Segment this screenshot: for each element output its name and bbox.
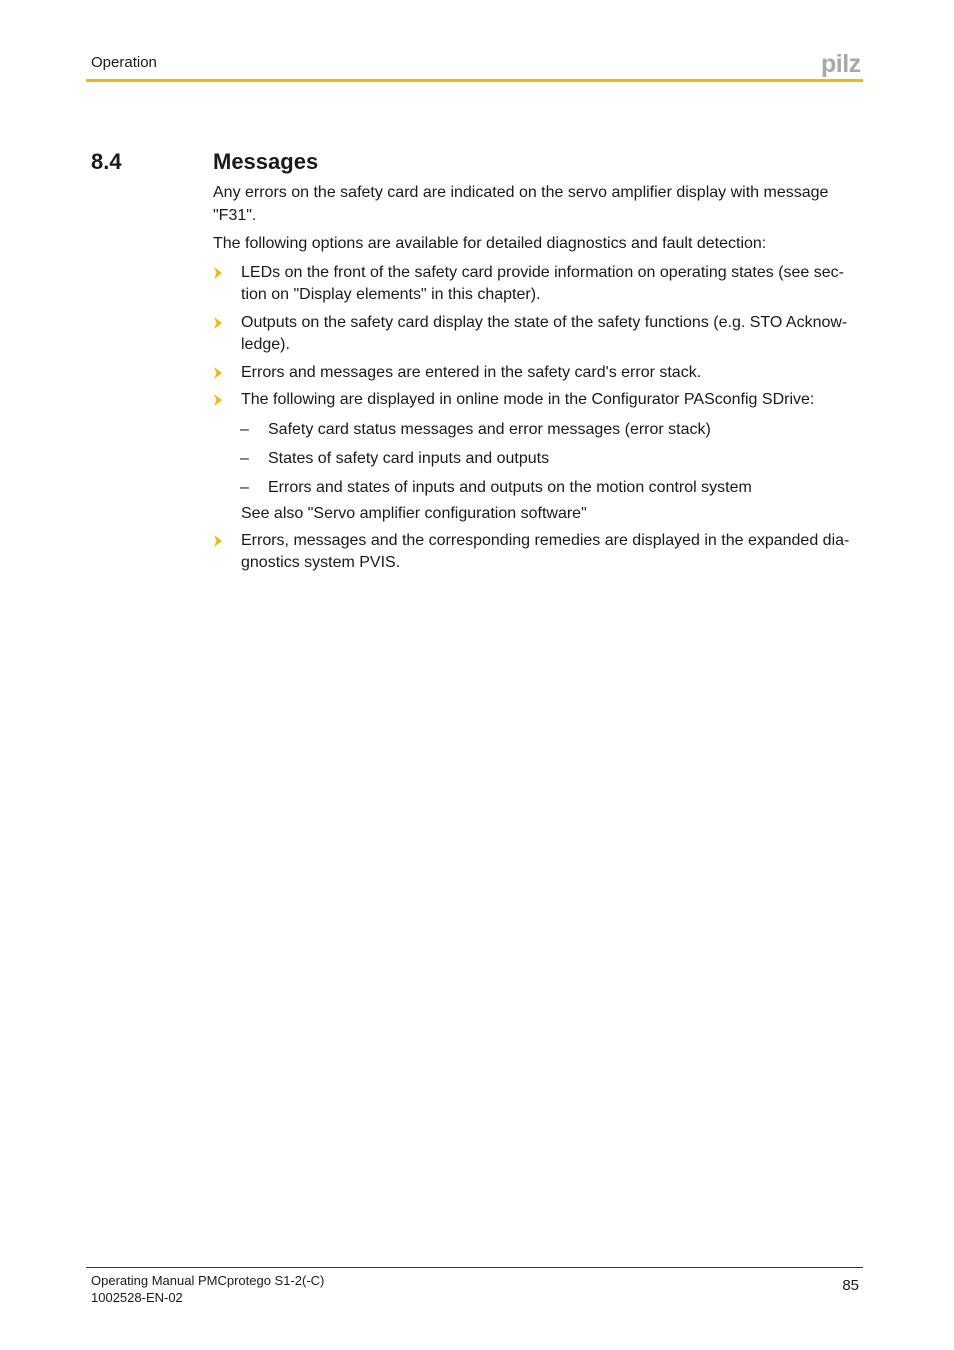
bullet-arrow-icon bbox=[214, 317, 222, 329]
dash-marker: – bbox=[240, 449, 249, 467]
pilz-logo bbox=[821, 50, 865, 78]
footer-info bbox=[91, 1272, 324, 1306]
logo-text: pilz bbox=[821, 50, 861, 78]
footer-manual-title: Operating Manual PMCprotego S1-2(-C) bbox=[91, 1273, 325, 1288]
section-title: Messages bbox=[213, 149, 319, 174]
bullet-text: The following are displayed in online mode in the Configurator PASconfig SDrive: bbox=[241, 391, 815, 408]
list-item bbox=[213, 389, 853, 412]
footer-rule bbox=[86, 1267, 863, 1268]
intro-paragraph: The following options are available for detailed diagnostics and fault detection: bbox=[213, 235, 767, 252]
page-number: 85 bbox=[842, 1277, 859, 1294]
bullet-arrow-icon bbox=[214, 394, 222, 406]
footer-doc-number: 1002528-EN-02 bbox=[91, 1290, 183, 1305]
sub-item-text: States of safety card inputs and outputs bbox=[268, 449, 550, 467]
bullet-arrow-icon bbox=[214, 267, 222, 279]
list-item bbox=[213, 262, 853, 307]
sub-item-text: Errors and states of inputs and outputs on the motion control system bbox=[268, 478, 752, 496]
bullet-text: Errors, messages and the corresponding remedies are displayed in the expanded diagnostics system PVIS. bbox=[241, 531, 850, 571]
list-item bbox=[213, 530, 853, 575]
sub-list-item bbox=[213, 448, 853, 471]
section-body bbox=[213, 182, 853, 580]
sub-item-text: Safety card status messages and error messages (error stack) bbox=[268, 420, 711, 438]
dash-marker: – bbox=[240, 478, 249, 496]
header-rule bbox=[86, 79, 863, 82]
list-item bbox=[213, 362, 853, 385]
intro-paragraph: Any errors on the safety card are indicated on the servo amplifier display with message "F31". bbox=[213, 184, 829, 224]
bullet-text: Outputs on the safety card display the state of the safety functions (e.g. STO Acknowledge). bbox=[241, 313, 848, 353]
bullet-arrow-icon bbox=[214, 535, 222, 547]
sub-list-item bbox=[213, 477, 853, 500]
sub-list-item bbox=[213, 419, 853, 442]
section-number: 8.4 bbox=[91, 149, 122, 174]
list-item bbox=[213, 312, 853, 357]
header-title: Operation bbox=[91, 54, 157, 71]
see-also-note: See also "Servo amplifier configuration software" bbox=[241, 505, 587, 522]
bullet-text: LEDs on the front of the safety card provide information on operating states (see section on "Display elements" in this chapter). bbox=[241, 263, 844, 303]
bullet-arrow-icon bbox=[214, 367, 222, 379]
dash-marker: – bbox=[240, 420, 249, 438]
bullet-text: Errors and messages are entered in the safety card's error stack. bbox=[241, 363, 702, 381]
